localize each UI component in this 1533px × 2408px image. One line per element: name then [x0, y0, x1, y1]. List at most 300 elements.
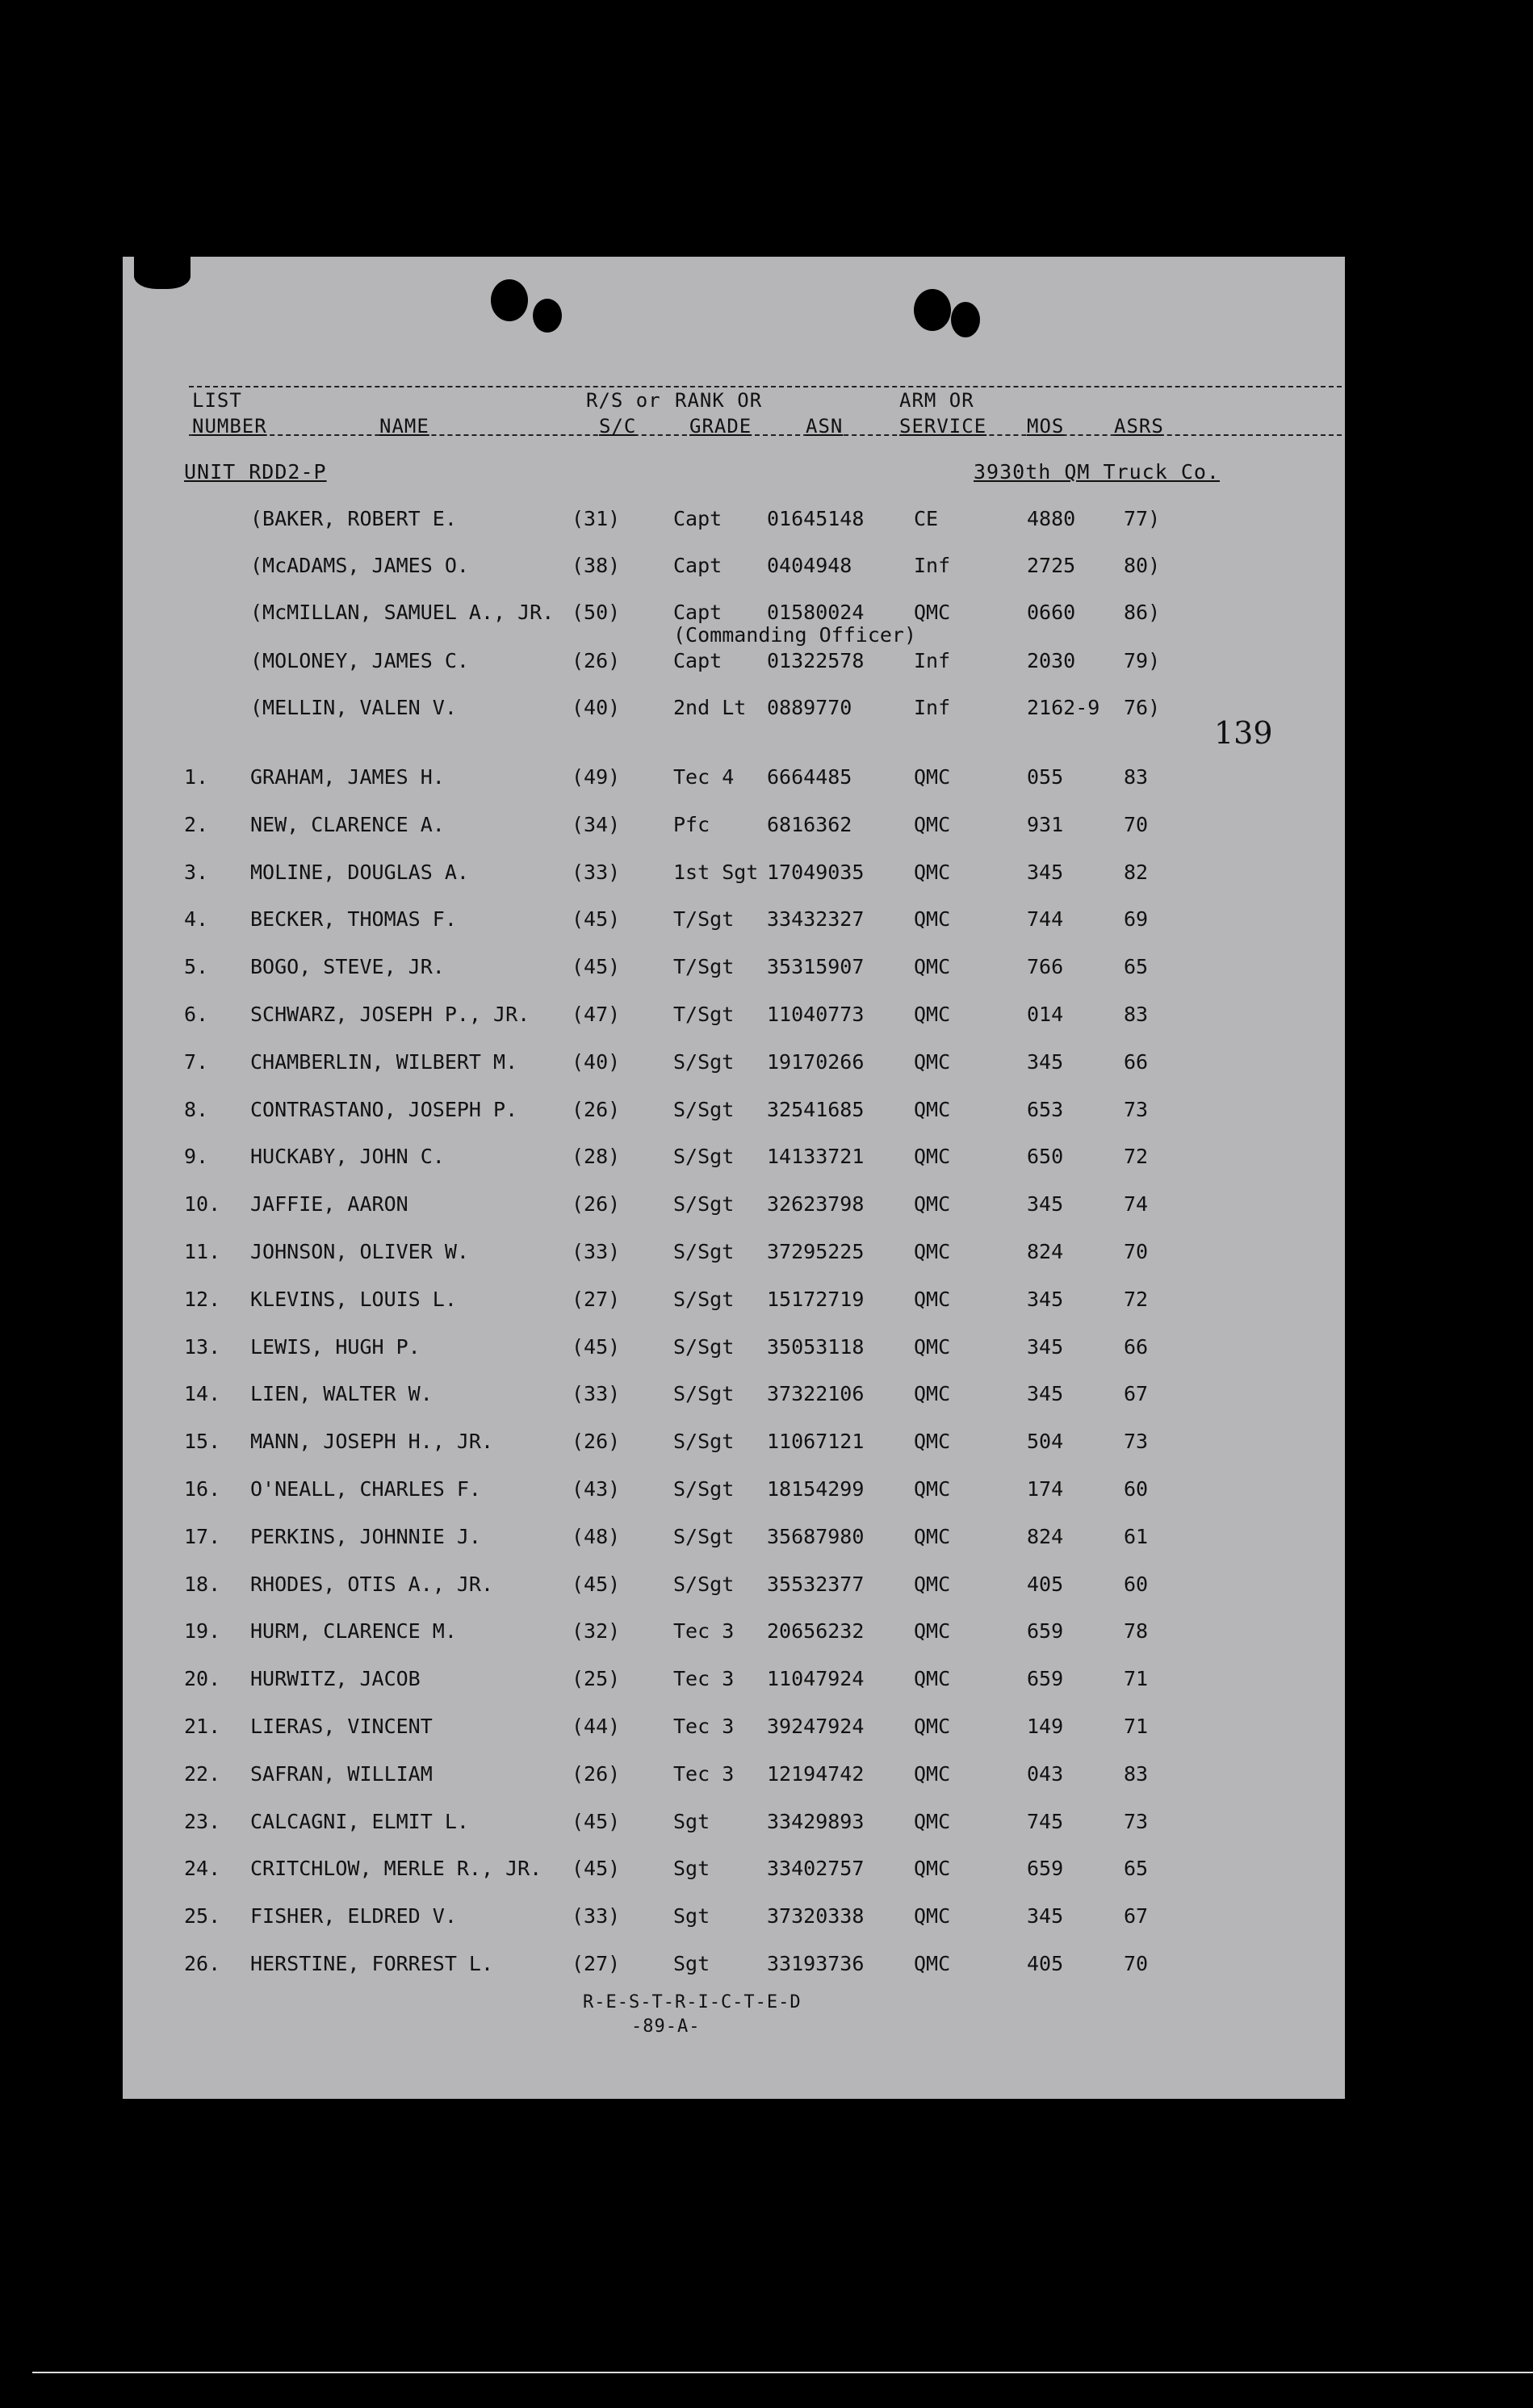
- row-age: (45): [572, 1335, 621, 1359]
- row-arm: QMC: [914, 1003, 951, 1026]
- row-number: 17.: [184, 1525, 221, 1548]
- row-age: (26): [572, 1192, 621, 1216]
- row-grade: S/Sgt: [673, 1288, 735, 1311]
- row-age: (40): [572, 1050, 621, 1074]
- row-asn: 33402757: [767, 1857, 865, 1880]
- row-name: PERKINS, JOHNNIE J.: [250, 1525, 481, 1548]
- row-name: MOLINE, DOUGLAS A.: [250, 861, 469, 884]
- row-grade: Pfc: [673, 813, 710, 836]
- table-row: [123, 1335, 1345, 1363]
- officer-age: (50): [572, 601, 621, 624]
- row-arm: QMC: [914, 1525, 951, 1548]
- row-mos: 345: [1027, 1335, 1064, 1359]
- row-asr: 72: [1124, 1288, 1149, 1311]
- row-arm: QMC: [914, 907, 951, 931]
- row-asn: 35315907: [767, 955, 865, 978]
- row-grade: S/Sgt: [673, 1382, 735, 1405]
- row-age: (25): [572, 1667, 621, 1690]
- row-grade: Sgt: [673, 1904, 710, 1928]
- punch-hole: [951, 302, 980, 337]
- officer-grade: Capt: [673, 649, 723, 672]
- row-asn: 33429893: [767, 1810, 865, 1833]
- row-name: JAFFIE, AARON: [250, 1192, 408, 1216]
- unit-label: UNIT RDD2-P: [184, 460, 327, 484]
- row-grade: S/Sgt: [673, 1240, 735, 1263]
- table-row: [123, 1904, 1345, 1932]
- row-grade: S/Sgt: [673, 1573, 735, 1596]
- row-name: HUCKABY, JOHN C.: [250, 1145, 445, 1168]
- row-asr: 71: [1124, 1667, 1149, 1690]
- row-number: 18.: [184, 1573, 221, 1596]
- row-mos: 345: [1027, 1288, 1064, 1311]
- row-number: 5.: [184, 955, 209, 978]
- row-name: O'NEALL, CHARLES F.: [250, 1477, 481, 1501]
- row-asr: 70: [1124, 813, 1149, 836]
- officer-row: [123, 649, 1345, 676]
- row-name: LIEN, WALTER W.: [250, 1382, 433, 1405]
- row-mos: 014: [1027, 1003, 1064, 1026]
- table-row: [123, 1715, 1345, 1742]
- row-number: 7.: [184, 1050, 209, 1074]
- row-mos: 405: [1027, 1952, 1064, 1975]
- table-row: [123, 1810, 1345, 1837]
- officer-note-row: [123, 623, 1345, 651]
- row-age: (48): [572, 1525, 621, 1548]
- row-asr: 83: [1124, 1003, 1149, 1026]
- row-mos: 766: [1027, 955, 1064, 978]
- row-number: 9.: [184, 1145, 209, 1168]
- row-grade: T/Sgt: [673, 907, 735, 931]
- row-asn: 19170266: [767, 1050, 865, 1074]
- row-asr: 72: [1124, 1145, 1149, 1168]
- table-row: [123, 1192, 1345, 1220]
- officer-name: (MOLONEY, JAMES C.: [250, 649, 469, 672]
- row-asn: 32541685: [767, 1098, 865, 1121]
- row-number: 6.: [184, 1003, 209, 1026]
- row-arm: QMC: [914, 1288, 951, 1311]
- row-arm: QMC: [914, 1619, 951, 1643]
- officer-arm: Inf: [914, 696, 951, 719]
- header-rs: R/S or: [586, 389, 661, 412]
- row-asr: 70: [1124, 1240, 1149, 1263]
- table-row: [123, 1098, 1345, 1125]
- row-grade: S/Sgt: [673, 1335, 735, 1359]
- row-name: BECKER, THOMAS F.: [250, 907, 457, 931]
- row-asr: 67: [1124, 1382, 1149, 1405]
- scan-edge-line: [32, 2372, 1533, 2373]
- row-number: 1.: [184, 765, 209, 789]
- officer-arm: QMC: [914, 601, 951, 624]
- row-number: 23.: [184, 1810, 221, 1833]
- row-asr: 82: [1124, 861, 1149, 884]
- row-asn: 35532377: [767, 1573, 865, 1596]
- row-grade: S/Sgt: [673, 1192, 735, 1216]
- row-mos: 149: [1027, 1715, 1064, 1738]
- row-asr: 71: [1124, 1715, 1149, 1738]
- row-name: CRITCHLOW, MERLE R., JR.: [250, 1857, 542, 1880]
- officer-age: (40): [572, 696, 621, 719]
- row-arm: QMC: [914, 1430, 951, 1453]
- row-number: 19.: [184, 1619, 221, 1643]
- header-dash-line: [189, 386, 1342, 387]
- row-name: HERSTINE, FORREST L.: [250, 1952, 494, 1975]
- row-asr: 73: [1124, 1430, 1149, 1453]
- row-arm: QMC: [914, 1667, 951, 1690]
- row-asr: 60: [1124, 1573, 1149, 1596]
- table-row: [123, 1619, 1345, 1647]
- row-age: (33): [572, 1382, 621, 1405]
- row-mos: 345: [1027, 861, 1064, 884]
- row-arm: QMC: [914, 1904, 951, 1928]
- row-asn: 32623798: [767, 1192, 865, 1216]
- row-asn: 20656232: [767, 1619, 865, 1643]
- row-age: (33): [572, 1904, 621, 1928]
- row-asn: 18154299: [767, 1477, 865, 1501]
- row-name: RHODES, OTIS A., JR.: [250, 1573, 494, 1596]
- row-age: (26): [572, 1430, 621, 1453]
- row-asr: 66: [1124, 1050, 1149, 1074]
- punch-hole: [533, 299, 562, 333]
- row-number: 14.: [184, 1382, 221, 1405]
- table-row: [123, 813, 1345, 840]
- row-name: FISHER, ELDRED V.: [250, 1904, 457, 1928]
- officer-name: (MELLIN, VALEN V.: [250, 696, 457, 719]
- row-age: (45): [572, 955, 621, 978]
- officer-asn: 01580024: [767, 601, 865, 624]
- row-number: 16.: [184, 1477, 221, 1501]
- row-arm: QMC: [914, 1098, 951, 1121]
- row-mos: 745: [1027, 1810, 1064, 1833]
- officer-mos: 2162-9: [1027, 696, 1100, 719]
- row-asn: 33193736: [767, 1952, 865, 1975]
- officer-row: [123, 696, 1345, 723]
- table-row: [123, 765, 1345, 793]
- row-arm: QMC: [914, 1573, 951, 1596]
- row-arm: QMC: [914, 1382, 951, 1405]
- row-asr: 65: [1124, 1857, 1149, 1880]
- row-mos: 345: [1027, 1904, 1064, 1928]
- row-number: 12.: [184, 1288, 221, 1311]
- row-number: 13.: [184, 1335, 221, 1359]
- officer-age: (38): [572, 554, 621, 577]
- row-grade: 1st Sgt: [673, 861, 759, 884]
- row-asr: 74: [1124, 1192, 1149, 1216]
- row-asr: 69: [1124, 907, 1149, 931]
- row-age: (26): [572, 1098, 621, 1121]
- officer-asr: 77): [1124, 507, 1161, 530]
- row-age: (34): [572, 813, 621, 836]
- torn-corner: [134, 257, 191, 289]
- page-stamp-number: 139: [1214, 715, 1273, 751]
- row-grade: Tec 4: [673, 765, 735, 789]
- row-grade: S/Sgt: [673, 1145, 735, 1168]
- officer-grade: Capt: [673, 601, 723, 624]
- row-number: 3.: [184, 861, 209, 884]
- officer-arm: Inf: [914, 649, 951, 672]
- row-number: 8.: [184, 1098, 209, 1121]
- officer-asr: 80): [1124, 554, 1161, 577]
- table-row: [123, 1003, 1345, 1030]
- row-asr: 67: [1124, 1904, 1149, 1928]
- header-service: SERVICE: [899, 415, 987, 438]
- header-sc: S/C: [599, 415, 637, 438]
- header-number: NUMBER: [192, 415, 267, 438]
- row-asn: 11040773: [767, 1003, 865, 1026]
- unit-company: 3930th QM Truck Co.: [974, 460, 1220, 484]
- header-asrs: ASRS: [1114, 415, 1164, 438]
- officer-asn: 01322578: [767, 649, 865, 672]
- row-asn: 35687980: [767, 1525, 865, 1548]
- officer-asr: 79): [1124, 649, 1161, 672]
- header-list: LIST: [192, 389, 242, 412]
- row-arm: QMC: [914, 1192, 951, 1216]
- row-age: (45): [572, 907, 621, 931]
- officer-name: (McMILLAN, SAMUEL A., JR.: [250, 601, 555, 624]
- row-number: 20.: [184, 1667, 221, 1690]
- row-asn: 37295225: [767, 1240, 865, 1263]
- row-name: GRAHAM, JAMES H.: [250, 765, 445, 789]
- row-asn: 33432327: [767, 907, 865, 931]
- table-row: [123, 955, 1345, 982]
- header-name: NAME: [379, 415, 429, 438]
- header-dash-line: [189, 434, 1342, 436]
- header-mos: MOS: [1027, 415, 1065, 438]
- row-mos: 824: [1027, 1240, 1064, 1263]
- row-grade: S/Sgt: [673, 1098, 735, 1121]
- row-name: LEWIS, HUGH P.: [250, 1335, 421, 1359]
- row-number: 24.: [184, 1857, 221, 1880]
- row-arm: QMC: [914, 1715, 951, 1738]
- officer-asr: 76): [1124, 696, 1161, 719]
- row-number: 11.: [184, 1240, 221, 1263]
- row-asn: 15172719: [767, 1288, 865, 1311]
- row-mos: 653: [1027, 1098, 1064, 1121]
- officer-mos: 2725: [1027, 554, 1076, 577]
- table-row: [123, 1240, 1345, 1267]
- officer-row: [123, 507, 1345, 534]
- row-asr: 60: [1124, 1477, 1149, 1501]
- officer-grade: Capt: [673, 507, 723, 530]
- row-grade: Tec 3: [673, 1619, 735, 1643]
- row-number: 26.: [184, 1952, 221, 1975]
- row-age: (27): [572, 1288, 621, 1311]
- row-age: (43): [572, 1477, 621, 1501]
- table-row: [123, 1573, 1345, 1600]
- row-number: 4.: [184, 907, 209, 931]
- row-arm: QMC: [914, 861, 951, 884]
- row-age: (28): [572, 1145, 621, 1168]
- row-grade: S/Sgt: [673, 1525, 735, 1548]
- row-arm: QMC: [914, 1762, 951, 1786]
- officer-arm: Inf: [914, 554, 951, 577]
- row-number: 22.: [184, 1762, 221, 1786]
- officer-grade: Capt: [673, 554, 723, 577]
- table-row: [123, 1477, 1345, 1505]
- row-asr: 61: [1124, 1525, 1149, 1548]
- row-mos: 345: [1027, 1050, 1064, 1074]
- officer-asn: 01645148: [767, 507, 865, 530]
- row-mos: 659: [1027, 1619, 1064, 1643]
- row-number: 15.: [184, 1430, 221, 1453]
- row-mos: 405: [1027, 1573, 1064, 1596]
- row-number: 10.: [184, 1192, 221, 1216]
- row-age: (47): [572, 1003, 621, 1026]
- header-arm: ARM OR: [899, 389, 974, 412]
- officer-note: (Commanding Officer): [673, 623, 917, 647]
- row-grade: T/Sgt: [673, 955, 735, 978]
- row-grade: Tec 3: [673, 1715, 735, 1738]
- row-asn: 11067121: [767, 1430, 865, 1453]
- row-age: (45): [572, 1857, 621, 1880]
- row-name: BOGO, STEVE, JR.: [250, 955, 445, 978]
- row-asr: 73: [1124, 1098, 1149, 1121]
- row-mos: 345: [1027, 1192, 1064, 1216]
- row-arm: QMC: [914, 1952, 951, 1975]
- row-number: 21.: [184, 1715, 221, 1738]
- row-asr: 66: [1124, 1335, 1149, 1359]
- row-asn: 39247924: [767, 1715, 865, 1738]
- row-name: HURM, CLARENCE M.: [250, 1619, 457, 1643]
- row-name: CONTRASTANO, JOSEPH P.: [250, 1098, 518, 1121]
- row-arm: QMC: [914, 1335, 951, 1359]
- table-row: [123, 1857, 1345, 1884]
- row-asr: 83: [1124, 765, 1149, 789]
- row-mos: 659: [1027, 1857, 1064, 1880]
- row-arm: QMC: [914, 765, 951, 789]
- table-row: [123, 1952, 1345, 1979]
- row-mos: 504: [1027, 1430, 1064, 1453]
- officer-grade: 2nd Lt: [673, 696, 747, 719]
- page-number: -89-A-: [631, 2016, 701, 2037]
- table-row: [123, 1145, 1345, 1172]
- officer-asr: 86): [1124, 601, 1161, 624]
- row-asn: 11047924: [767, 1667, 865, 1690]
- row-mos: 931: [1027, 813, 1064, 836]
- row-arm: QMC: [914, 1857, 951, 1880]
- row-asn: 6816362: [767, 813, 852, 836]
- row-mos: 659: [1027, 1667, 1064, 1690]
- row-name: MANN, JOSEPH H., JR.: [250, 1430, 494, 1453]
- row-asn: 14133721: [767, 1145, 865, 1168]
- table-row: [123, 907, 1345, 935]
- row-asn: 6664485: [767, 765, 852, 789]
- row-arm: QMC: [914, 1145, 951, 1168]
- punch-hole: [491, 279, 528, 321]
- header-rank: RANK OR: [675, 389, 763, 412]
- table-row: [123, 1667, 1345, 1694]
- row-grade: S/Sgt: [673, 1477, 735, 1501]
- row-arm: QMC: [914, 955, 951, 978]
- row-name: SAFRAN, WILLIAM: [250, 1762, 433, 1786]
- row-grade: S/Sgt: [673, 1050, 735, 1074]
- row-asr: 73: [1124, 1810, 1149, 1833]
- row-age: (33): [572, 861, 621, 884]
- table-row: [123, 1430, 1345, 1457]
- row-grade: Sgt: [673, 1857, 710, 1880]
- row-grade: Sgt: [673, 1952, 710, 1975]
- row-asr: 78: [1124, 1619, 1149, 1643]
- row-mos: 824: [1027, 1525, 1064, 1548]
- row-arm: QMC: [914, 1477, 951, 1501]
- row-asn: 17049035: [767, 861, 865, 884]
- officer-mos: 2030: [1027, 649, 1076, 672]
- row-name: CALCAGNI, ELMIT L.: [250, 1810, 469, 1833]
- row-asn: 37322106: [767, 1382, 865, 1405]
- row-name: KLEVINS, LOUIS L.: [250, 1288, 457, 1311]
- officer-asn: 0404948: [767, 554, 852, 577]
- officer-age: (26): [572, 649, 621, 672]
- row-mos: 055: [1027, 765, 1064, 789]
- row-name: CHAMBERLIN, WILBERT M.: [250, 1050, 518, 1074]
- row-arm: QMC: [914, 1050, 951, 1074]
- row-asn: 37320338: [767, 1904, 865, 1928]
- row-asn: 35053118: [767, 1335, 865, 1359]
- row-grade: Tec 3: [673, 1667, 735, 1690]
- officer-mos: 0660: [1027, 601, 1076, 624]
- row-grade: Sgt: [673, 1810, 710, 1833]
- row-name: JOHNSON, OLIVER W.: [250, 1240, 469, 1263]
- row-age: (32): [572, 1619, 621, 1643]
- row-age: (26): [572, 1762, 621, 1786]
- row-grade: Tec 3: [673, 1762, 735, 1786]
- row-asr: 65: [1124, 955, 1149, 978]
- table-row: [123, 1525, 1345, 1552]
- table-row: [123, 861, 1345, 888]
- row-age: (49): [572, 765, 621, 789]
- row-grade: S/Sgt: [673, 1430, 735, 1453]
- officer-name: (BAKER, ROBERT E.: [250, 507, 457, 530]
- officer-asn: 0889770: [767, 696, 852, 719]
- row-number: 25.: [184, 1904, 221, 1928]
- row-asn: 12194742: [767, 1762, 865, 1786]
- row-number: 2.: [184, 813, 209, 836]
- officer-row: [123, 554, 1345, 581]
- row-mos: 174: [1027, 1477, 1064, 1501]
- table-row: [123, 1288, 1345, 1315]
- row-mos: 345: [1027, 1382, 1064, 1405]
- row-age: (45): [572, 1573, 621, 1596]
- officer-arm: CE: [914, 507, 939, 530]
- officer-mos: 4880: [1027, 507, 1076, 530]
- row-arm: QMC: [914, 813, 951, 836]
- row-age: (33): [572, 1240, 621, 1263]
- row-age: (27): [572, 1952, 621, 1975]
- row-name: HURWITZ, JACOB: [250, 1667, 421, 1690]
- row-age: (45): [572, 1810, 621, 1833]
- row-asr: 70: [1124, 1952, 1149, 1975]
- row-mos: 043: [1027, 1762, 1064, 1786]
- document-page: [123, 257, 1345, 2099]
- row-grade: T/Sgt: [673, 1003, 735, 1026]
- row-name: LIERAS, VINCENT: [250, 1715, 433, 1738]
- punch-hole: [914, 289, 951, 331]
- row-asr: 83: [1124, 1762, 1149, 1786]
- table-row: [123, 1762, 1345, 1790]
- row-age: (44): [572, 1715, 621, 1738]
- row-arm: QMC: [914, 1240, 951, 1263]
- officer-name: (McADAMS, JAMES O.: [250, 554, 469, 577]
- row-mos: 650: [1027, 1145, 1064, 1168]
- header-asn: ASN: [806, 415, 844, 438]
- table-row: [123, 1382, 1345, 1409]
- row-arm: QMC: [914, 1810, 951, 1833]
- officer-age: (31): [572, 507, 621, 530]
- table-row: [123, 1050, 1345, 1078]
- row-mos: 744: [1027, 907, 1064, 931]
- header-grade: GRADE: [689, 415, 752, 438]
- row-name: NEW, CLARENCE A.: [250, 813, 445, 836]
- restricted-marking: R-E-S-T-R-I-C-T-E-D: [583, 1992, 802, 2012]
